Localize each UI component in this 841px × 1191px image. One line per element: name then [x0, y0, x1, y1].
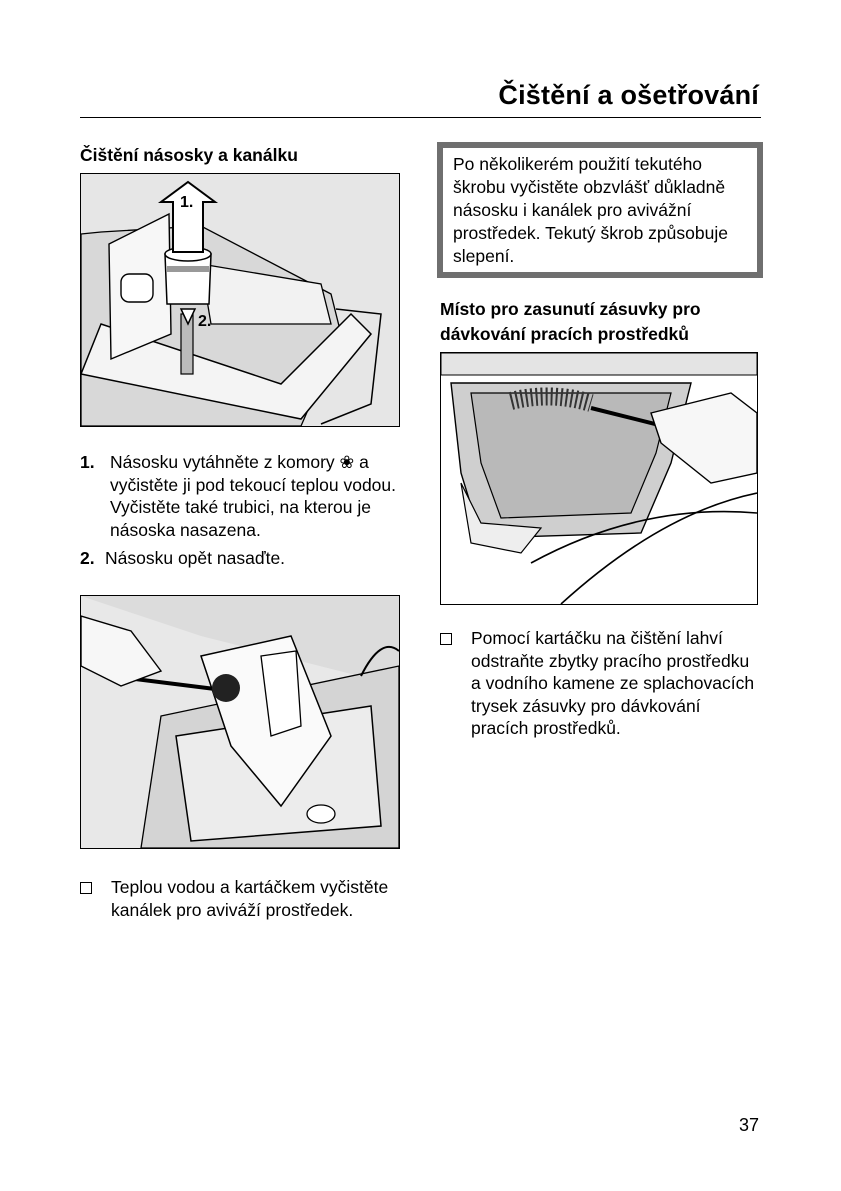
step-2 [80, 547, 400, 570]
checkbox-bullet-icon [80, 882, 92, 894]
figure-siphon-removal [80, 173, 400, 427]
left-bullet [80, 876, 400, 921]
right-bullet [440, 627, 760, 740]
step-text: Násosku vytáhněte z komory ❀ a vyčistěte ji pod tekoucí teplou vodou. Vyčistěte také trubici, na kterou je násoska nasazena. [110, 452, 397, 540]
right-heading: Místo pro zasunutí zásuvky pro dávkování pracích prostředků [440, 299, 701, 344]
dispenser-slot-illustration [441, 353, 757, 604]
left-heading: Čištění násosky a kanálku [80, 145, 298, 165]
step-1 [80, 451, 400, 541]
checkbox-bullet-icon [440, 633, 452, 645]
step-text: Násosku opět nasaďte. [105, 548, 286, 569]
note-box [437, 142, 763, 278]
siphon-illustration [81, 174, 399, 426]
right-bullet-text: Pomocí kartáčku na čištění lahví odstraňte zbytky pracího prostředku a vodního kamene ze splachovacích trysek zásuvky pro dávkování pracích prostředků. [471, 628, 755, 739]
step-number: 2. [80, 548, 95, 569]
step-number: 1. [80, 452, 95, 472]
steps-list [80, 451, 400, 570]
header-rule [80, 117, 761, 118]
figure-dispenser-slot [440, 352, 758, 605]
figure-brush-cleaning [80, 595, 400, 849]
brush-sink-illustration [81, 596, 399, 848]
figure-label-1: 1. [180, 194, 194, 211]
page-number: 37 [738, 1115, 759, 1135]
note-text: Po několikerém použití tekutého škrobu vyčistěte obzvlášť důkladně násosku i kanálek pro avivážní prostředek. Tekutý škrob způsobuje slepení. [443, 148, 757, 272]
section-title: Čištění a ošetřování [498, 80, 759, 110]
left-bullet-text: Teplou vodou a kartáčkem vyčistěte kanálek pro aviváží prostředek. [111, 877, 389, 920]
figure-label-2: 2. [198, 313, 212, 330]
